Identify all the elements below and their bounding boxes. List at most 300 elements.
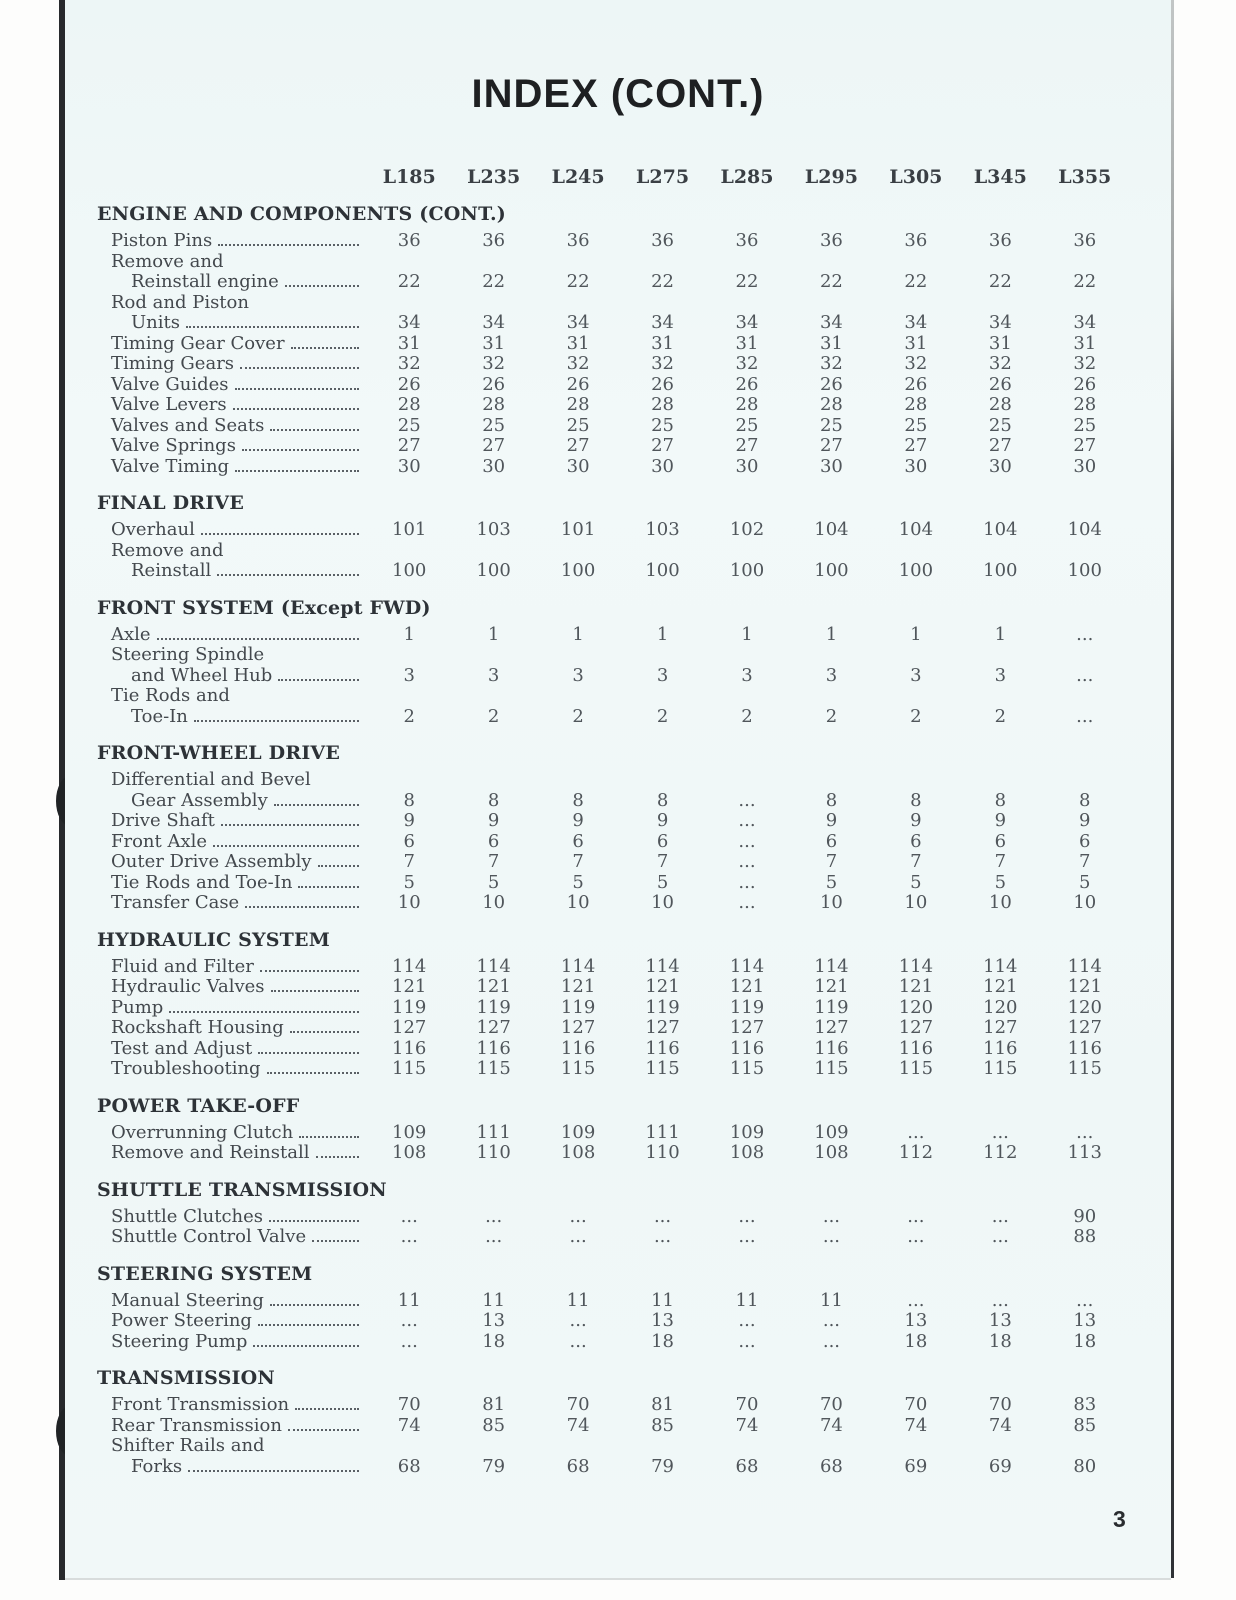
row-label: Tie Rods and xyxy=(111,686,230,706)
page-ref-cell: 127 xyxy=(476,1017,511,1038)
page-ref-cell: 34 xyxy=(819,312,843,333)
page-ref-cell: 11 xyxy=(397,1289,421,1311)
page-ref-cell: 2 xyxy=(572,705,584,727)
page-ref-cell: 115 xyxy=(983,1058,1018,1079)
page-ref-cell: 81 xyxy=(651,1394,674,1415)
section-title: STEERING SYSTEM xyxy=(97,1262,313,1285)
page-ref-cell: 100 xyxy=(1067,560,1102,581)
dot-leader xyxy=(221,824,359,826)
index-row xyxy=(97,645,1127,666)
row-label-cell xyxy=(97,957,367,978)
page-ref-cell: 25 xyxy=(651,414,674,436)
page-ref-cell: 111 xyxy=(645,1121,680,1143)
page-ref-cell: 5 xyxy=(487,871,500,893)
page-ref-cell: ... xyxy=(991,1289,1009,1311)
dot-leader xyxy=(299,1136,359,1138)
page-ref-cell: 10 xyxy=(651,892,674,913)
dot-leader xyxy=(278,679,359,681)
row-label: Axle xyxy=(111,624,151,645)
page-ref-cell: 121 xyxy=(476,976,511,997)
index-row xyxy=(97,832,1127,853)
page-ref-cell: 3 xyxy=(994,664,1007,686)
page-ref-cell: 34 xyxy=(651,312,674,333)
page-ref-cell: 9 xyxy=(1079,810,1091,831)
page-ref-cell: 127 xyxy=(560,1017,596,1038)
index-row xyxy=(97,770,1127,791)
row-label: Overhaul xyxy=(111,520,195,540)
page-ref-cell: 121 xyxy=(392,976,427,997)
row-label-cell xyxy=(97,293,367,314)
page-ref-cell: 26 xyxy=(735,373,759,395)
page-ref-cell: 119 xyxy=(560,996,596,1018)
page-ref-cell: 127 xyxy=(645,1017,680,1038)
page-ref-cell: 1 xyxy=(994,623,1007,645)
section-title: SHUTTLE TRANSMISSION xyxy=(97,1178,387,1201)
page-ref-cell: 7 xyxy=(994,851,1007,872)
row-label-cell xyxy=(97,977,367,998)
row-label: Reinstall xyxy=(131,561,212,581)
index-table xyxy=(97,204,1127,1477)
page-ref-cell: 3 xyxy=(741,664,753,686)
column-header: L185 xyxy=(382,166,436,188)
page-ref-cell: 32 xyxy=(988,353,1012,374)
page-ref-cell: 28 xyxy=(566,394,590,415)
page-ref-cell: 116 xyxy=(898,1037,934,1059)
dot-leader xyxy=(186,326,359,328)
index-row xyxy=(97,852,1127,873)
page-ref-cell: 22 xyxy=(482,271,506,292)
page-ref-cell: 9 xyxy=(572,810,584,831)
page-ref-cell: 2 xyxy=(487,705,500,727)
column-header: L355 xyxy=(1058,166,1112,188)
page-ref-cell: 9 xyxy=(825,810,838,831)
page-ref-cell: 69 xyxy=(904,1455,928,1477)
index-section xyxy=(97,1180,1127,1248)
row-label-cell xyxy=(97,1123,367,1144)
page-ref-cell: 112 xyxy=(898,1142,934,1163)
index-section xyxy=(97,204,1127,477)
page-ref-cell: ... xyxy=(1076,1121,1094,1143)
dot-leader xyxy=(194,720,359,722)
row-label: Rear Transmission xyxy=(111,1415,282,1436)
page-ref-cell: 104 xyxy=(814,519,849,540)
page-ref-cell: 22 xyxy=(651,271,674,292)
page-ref-cell: 2 xyxy=(741,705,753,727)
page-ref-cell: 28 xyxy=(904,394,928,415)
page-ref-cell: 2 xyxy=(656,705,669,727)
page-ref-cell: 3 xyxy=(910,664,922,686)
dot-leader xyxy=(290,1031,359,1033)
row-label-cell xyxy=(97,625,367,646)
page-ref-cell: 100 xyxy=(476,560,511,581)
page-ref-cell: 22 xyxy=(904,271,928,292)
page-ref-cell: ... xyxy=(1076,1289,1094,1311)
index-row xyxy=(97,231,1127,252)
section-title: TRANSMISSION xyxy=(97,1367,275,1389)
dot-leader xyxy=(213,845,359,847)
page-ref-cell: 11 xyxy=(651,1289,674,1311)
page-ref-cell: 34 xyxy=(1073,312,1097,333)
page-ref-cell: 28 xyxy=(482,394,506,415)
manual-index-page xyxy=(65,0,1171,1580)
page-ref-cell: 2 xyxy=(403,705,415,727)
page-ref-cell: 109 xyxy=(560,1121,596,1143)
index-section xyxy=(97,1368,1127,1477)
index-row xyxy=(97,957,1127,978)
page-ref-cell: 28 xyxy=(988,394,1012,415)
page-ref-cell: 26 xyxy=(397,373,421,395)
page-ref-cell: 27 xyxy=(904,435,928,456)
page-ref-cell: 68 xyxy=(735,1455,759,1477)
row-label-cell xyxy=(97,1457,367,1478)
page-ref-cell: 104 xyxy=(898,519,934,540)
row-label: Fluid and Filter xyxy=(111,956,254,977)
page-ref-cell: ... xyxy=(485,1226,503,1247)
page-ref-cell: 80 xyxy=(1073,1455,1097,1477)
page-ref-cell: 74 xyxy=(566,1414,590,1436)
page-ref-cell: 8 xyxy=(487,789,500,811)
index-row xyxy=(97,686,1127,707)
row-label-cell xyxy=(97,334,367,355)
page-ref-cell: 36 xyxy=(651,230,674,251)
page-ref-cell: 32 xyxy=(904,353,928,374)
page-ref-cell: 3 xyxy=(825,664,838,686)
page-ref-cell: 25 xyxy=(735,414,759,436)
page-ref-cell: 34 xyxy=(566,312,590,333)
page-ref-cell: 5 xyxy=(1079,871,1091,893)
index-row xyxy=(97,272,1127,293)
row-label-cell xyxy=(97,1039,367,1060)
row-label-cell xyxy=(97,707,367,728)
index-row xyxy=(97,354,1127,375)
page-ref-cell: 100 xyxy=(729,560,765,581)
row-label-cell xyxy=(97,1291,367,1312)
page-ref-cell: 6 xyxy=(487,830,500,852)
page-ref-cell: 88 xyxy=(1073,1226,1097,1247)
page-ref-cell: ... xyxy=(738,1226,756,1247)
dot-leader xyxy=(242,449,359,451)
row-label: Valve Timing xyxy=(111,456,230,477)
page-ref-cell: 100 xyxy=(560,560,596,581)
index-section xyxy=(97,493,1127,582)
dot-leader xyxy=(258,1052,359,1054)
row-label: and Wheel Hub xyxy=(131,665,273,686)
page-ref-cell: 11 xyxy=(482,1289,506,1311)
page-ref-cell: 127 xyxy=(814,1017,849,1038)
page-ref-cell: 8 xyxy=(910,789,922,811)
dot-leader xyxy=(285,285,359,287)
page-ref-cell: 116 xyxy=(1067,1037,1102,1059)
page-ref-cell: 7 xyxy=(572,851,584,872)
row-label: Remove and xyxy=(111,251,224,272)
page-ref-cell: 27 xyxy=(735,435,759,456)
page-ref-cell: 6 xyxy=(1079,830,1091,852)
row-label-cell xyxy=(97,395,367,416)
page-ref-cell: 115 xyxy=(392,1058,427,1079)
page-ref-cell: 18 xyxy=(904,1330,928,1352)
page-ref-cell: 116 xyxy=(560,1037,596,1059)
page-ref-cell: 108 xyxy=(729,1142,765,1163)
index-row xyxy=(97,893,1127,914)
dot-leader xyxy=(318,865,359,867)
page-ref-cell: 3 xyxy=(656,664,669,686)
page-ref-cell: 115 xyxy=(898,1058,934,1079)
row-label: Reinstall engine xyxy=(131,272,279,292)
page-ref-cell: 8 xyxy=(656,789,669,811)
dot-leader xyxy=(217,574,359,576)
row-label-cell xyxy=(97,457,367,478)
page-ref-cell: 7 xyxy=(403,851,415,872)
dot-leader xyxy=(270,429,359,431)
row-label: Transfer Case xyxy=(111,893,240,913)
page-ref-cell: 3 xyxy=(403,664,415,686)
page-ref-cell: ... xyxy=(653,1205,672,1227)
page-ref-cell: 28 xyxy=(651,394,674,415)
page-ref-cell: 1 xyxy=(825,623,838,645)
page-ref-cell: 36 xyxy=(904,230,928,251)
column-header: L275 xyxy=(636,166,690,188)
row-label-cell xyxy=(97,1416,367,1437)
dot-leader xyxy=(169,1011,359,1013)
page-ref-cell: 69 xyxy=(988,1455,1012,1477)
page-ref-cell: 81 xyxy=(482,1394,506,1415)
index-section xyxy=(97,1264,1127,1353)
page-ref-cell: 74 xyxy=(735,1414,759,1436)
row-label-cell xyxy=(97,1395,367,1416)
page-ref-cell: 31 xyxy=(651,332,674,354)
page-ref-cell: 34 xyxy=(735,312,759,333)
page-ref-cell: 100 xyxy=(898,560,934,581)
index-row xyxy=(97,252,1127,273)
row-label: Troubleshooting xyxy=(111,1059,261,1079)
page-ref-cell: 34 xyxy=(988,312,1012,333)
dot-leader xyxy=(188,1470,359,1472)
page-ref-cell: 74 xyxy=(397,1414,421,1436)
page-ref-cell: 27 xyxy=(566,435,590,456)
page-ref-cell: 108 xyxy=(814,1142,849,1163)
index-row xyxy=(97,1311,1127,1332)
page-ref-cell: 25 xyxy=(988,414,1012,436)
page-ref-cell: 116 xyxy=(392,1037,427,1059)
page-ref-cell: 8 xyxy=(825,789,838,811)
row-label: Toe-In xyxy=(131,706,188,727)
page-ref-cell: 121 xyxy=(898,976,934,997)
row-label-cell xyxy=(97,231,367,252)
row-label: Rockshaft Housing xyxy=(111,1018,284,1038)
page-ref-cell: 114 xyxy=(814,955,849,977)
page-ref-cell: 112 xyxy=(983,1142,1018,1163)
row-label: Shifter Rails and xyxy=(111,1436,265,1456)
page-ref-cell: 116 xyxy=(814,1037,849,1059)
page-ref-cell: 127 xyxy=(729,1017,765,1038)
page-ref-cell: 5 xyxy=(572,871,584,893)
page-ref-cell: ... xyxy=(738,810,756,831)
page-ref-cell: 121 xyxy=(645,976,680,997)
page-ref-cell: 28 xyxy=(819,394,843,415)
section-title: FINAL DRIVE xyxy=(97,492,245,514)
page-ref-cell: 34 xyxy=(482,312,506,333)
page-ref-cell: 22 xyxy=(988,271,1012,292)
page-ref-cell: 83 xyxy=(1073,1394,1097,1415)
row-label-cell xyxy=(97,1311,367,1332)
dot-leader xyxy=(157,638,359,640)
page-ref-cell: 5 xyxy=(825,871,838,893)
index-row xyxy=(97,395,1127,416)
dot-leader xyxy=(240,367,359,369)
index-row xyxy=(97,313,1127,334)
page-ref-cell: 32 xyxy=(397,353,421,374)
page-ref-cell: 27 xyxy=(397,435,421,456)
column-header: L305 xyxy=(889,166,943,188)
row-label: Piston Pins xyxy=(111,231,213,251)
page-ref-cell: ... xyxy=(738,830,756,852)
page-ref-cell: 102 xyxy=(729,519,765,540)
page-ref-cell: 74 xyxy=(988,1414,1012,1436)
page-ref-cell: ... xyxy=(569,1310,587,1331)
page-ref-cell: ... xyxy=(907,1289,925,1311)
page-ref-cell: 31 xyxy=(819,332,843,354)
page-ref-cell: 115 xyxy=(729,1058,765,1079)
row-label-cell xyxy=(97,272,367,293)
page-ref-cell: 30 xyxy=(735,455,759,477)
row-label-cell xyxy=(97,1059,367,1080)
page-ref-cell: ... xyxy=(991,1226,1009,1247)
page-ref-cell: 74 xyxy=(904,1414,928,1436)
row-label: Hydraulic Valves xyxy=(111,977,265,997)
page-ref-cell: 127 xyxy=(1067,1017,1102,1038)
page-ref-cell: 120 xyxy=(1067,996,1102,1018)
row-label-cell xyxy=(97,313,367,334)
page-ref-cell: 10 xyxy=(1073,892,1097,913)
page-ref-cell: ... xyxy=(400,1226,418,1247)
dot-leader xyxy=(271,990,359,992)
page-ref-cell: 70 xyxy=(904,1394,928,1415)
page-ref-cell: ... xyxy=(400,1310,418,1331)
row-label-cell xyxy=(97,1332,367,1353)
row-label: Front Transmission xyxy=(111,1395,290,1415)
page-ref-cell: 85 xyxy=(651,1414,674,1436)
page-ref-cell: ... xyxy=(907,1121,925,1143)
page-ref-cell: 25 xyxy=(482,414,506,436)
index-row xyxy=(97,520,1127,541)
row-label-cell xyxy=(97,416,367,437)
page-ref-cell: 36 xyxy=(988,230,1012,251)
page-ref-cell: 25 xyxy=(819,414,843,436)
page-ref-cell: 5 xyxy=(994,871,1007,893)
page-ref-cell: 114 xyxy=(645,955,680,977)
page-ref-cell: 10 xyxy=(482,892,506,913)
index-row xyxy=(97,1457,1127,1478)
page-ref-cell: 108 xyxy=(560,1142,596,1163)
page-ref-cell: 25 xyxy=(1073,414,1097,436)
page-ref-cell: 13 xyxy=(651,1310,674,1331)
dot-leader xyxy=(233,408,359,410)
dot-leader xyxy=(298,886,359,888)
page-ref-cell: 31 xyxy=(735,332,759,354)
index-row xyxy=(97,666,1127,687)
page-ref-cell: 3 xyxy=(572,664,584,686)
page-ref-cell: 109 xyxy=(392,1121,427,1143)
page-ref-cell: 13 xyxy=(988,1310,1012,1331)
row-label-cell xyxy=(97,436,367,457)
page-ref-cell: 101 xyxy=(560,519,596,540)
index-row xyxy=(97,436,1127,457)
row-label: Shuttle Clutches xyxy=(111,1206,264,1227)
row-label: Front Axle xyxy=(111,831,208,852)
dot-leader xyxy=(312,1240,359,1242)
row-label: Overrunning Clutch xyxy=(111,1122,294,1143)
page-ref-cell: 1 xyxy=(741,623,753,645)
page-ref-cell: 30 xyxy=(904,455,928,477)
page-ref-cell: 6 xyxy=(910,830,922,852)
page-ref-cell: 27 xyxy=(651,435,674,456)
page-ref-cell: 103 xyxy=(476,519,511,540)
page-right-border xyxy=(1171,0,1174,1578)
page-ref-cell: 32 xyxy=(566,353,590,374)
row-label: Gear Assembly xyxy=(131,790,268,811)
page-ref-cell: 110 xyxy=(645,1142,680,1163)
dot-leader xyxy=(270,1304,359,1306)
page-ref-cell: 18 xyxy=(988,1330,1012,1352)
page-ref-cell: ... xyxy=(569,1226,587,1247)
row-label-cell xyxy=(97,1436,367,1457)
row-label: Steering Pump xyxy=(111,1331,248,1352)
page-ref-cell: 31 xyxy=(988,332,1012,354)
page-ref-cell: 18 xyxy=(1073,1330,1097,1352)
index-row xyxy=(97,977,1127,998)
row-label: Valve Levers xyxy=(111,395,227,415)
page-ref-cell: 7 xyxy=(487,851,500,872)
row-label-cell xyxy=(97,541,367,562)
dot-leader xyxy=(245,906,359,908)
row-label: Shuttle Control Valve xyxy=(111,1227,307,1247)
row-label: Differential and Bevel xyxy=(111,770,311,790)
page-ref-cell: 8 xyxy=(994,789,1007,811)
page-ref-cell: 25 xyxy=(904,414,928,436)
page-ref-cell: 6 xyxy=(403,830,415,852)
page-ref-cell: 2 xyxy=(994,705,1007,727)
page-ref-cell: 32 xyxy=(819,353,843,374)
row-label-cell xyxy=(97,1227,367,1248)
page-ref-cell: 1 xyxy=(487,623,500,645)
index-row xyxy=(97,1123,1127,1144)
page-ref-cell: 100 xyxy=(814,560,849,581)
page-ref-cell: 9 xyxy=(910,810,922,831)
index-section xyxy=(97,1096,1127,1164)
page-ref-cell: 114 xyxy=(983,955,1018,977)
page-ref-cell: 1 xyxy=(403,623,415,645)
row-label: Valves and Seats xyxy=(111,415,265,436)
row-label-cell xyxy=(97,645,367,666)
page-ref-cell: 22 xyxy=(819,271,843,292)
page-ref-cell: 101 xyxy=(392,519,427,540)
page-ref-cell: 103 xyxy=(645,519,680,540)
page-ref-cell: 22 xyxy=(397,271,421,292)
row-label: Pump xyxy=(111,997,164,1018)
page-ref-cell: 26 xyxy=(819,373,843,395)
page-ref-cell: 31 xyxy=(904,332,928,354)
index-row xyxy=(97,1227,1127,1248)
row-label-cell xyxy=(97,666,367,687)
page-ref-cell: 70 xyxy=(397,1394,421,1415)
page-ref-cell: ... xyxy=(991,1205,1009,1227)
page-ref-cell: 115 xyxy=(645,1058,680,1079)
page-ref-cell: ... xyxy=(738,789,756,811)
page-ref-cell: 115 xyxy=(560,1058,596,1079)
page-ref-cell: 114 xyxy=(560,955,596,977)
page-ref-cell: 28 xyxy=(735,394,759,415)
page-ref-cell: 9 xyxy=(403,810,415,831)
